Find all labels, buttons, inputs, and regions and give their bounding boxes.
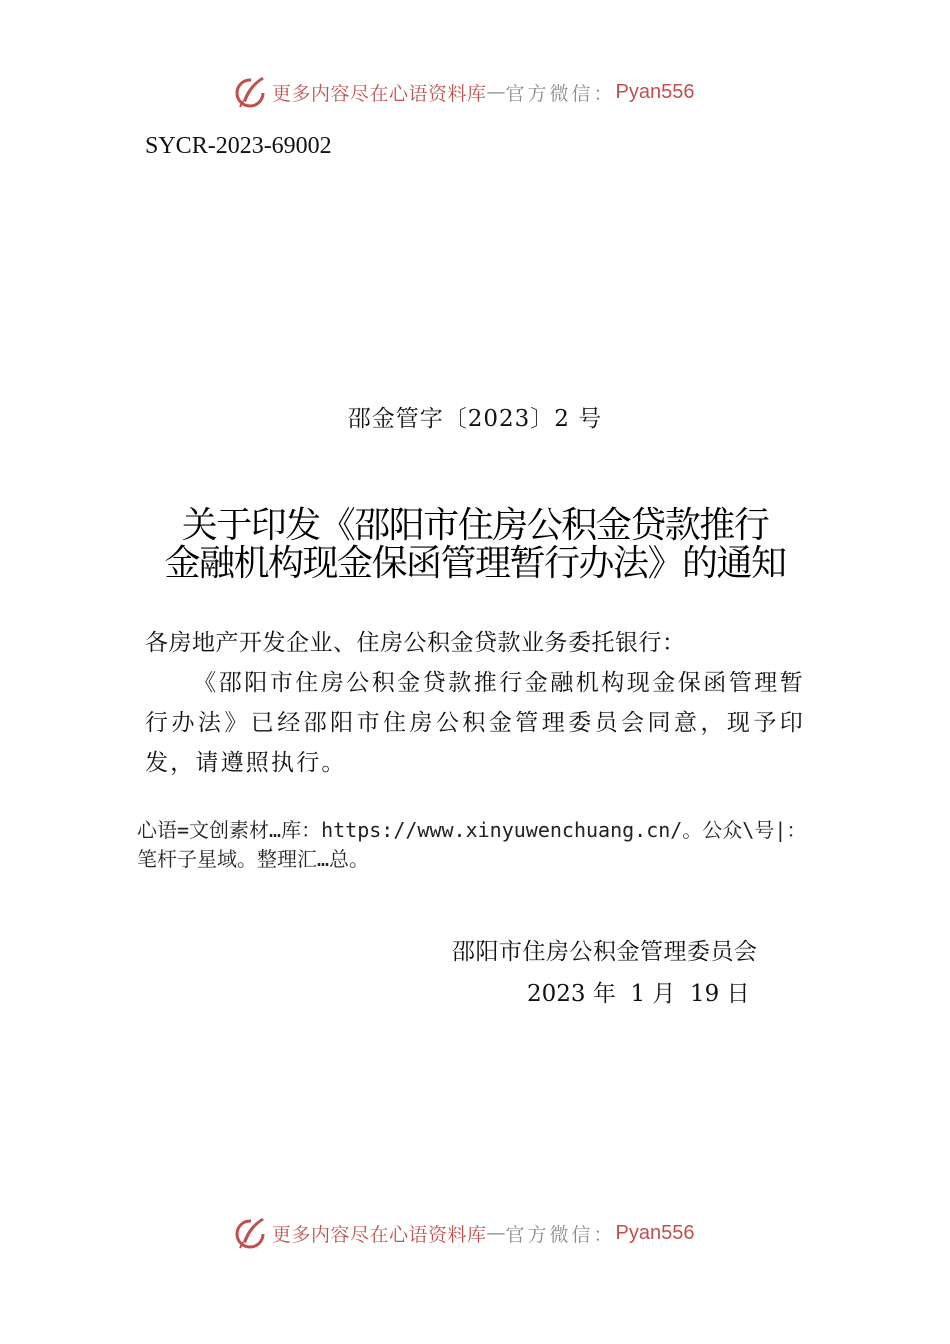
watermark-label: 官方微信： [505,1223,616,1246]
watermark-banner-bottom [232,1213,695,1253]
issue-date: 2023 年 1 月 19 日 [527,981,750,1007]
watermark-label: 官方微信： [505,82,616,105]
document-title-line-2: 金融机构现金保函管理暂行办法》的通知 [164,543,786,584]
document-number: 邵金管字〔2023〕2 号 [347,406,603,432]
watermark-text: 更多内容尽在心语资料库 [272,1223,487,1246]
watermark-wechat-id: Pyan556 [615,80,695,103]
watermark-banner-top [232,72,695,112]
watermark-wechat-id: Pyan556 [615,1221,695,1244]
inserted-promo-note: 心语=文创素材…库：https://www.xinyuwenchuang.cn/。公众\号|：笔杆子星域。整理汇…总。 [137,818,807,871]
quill-logo-icon [232,1215,268,1251]
document-title-line-1: 关于印发《邵阳市住房公积金贷款推行 [181,505,769,546]
watermark-text: 更多内容尽在心语资料库 [272,82,487,105]
watermark-separator: — [486,1222,506,1244]
issuer-signature: 邵阳市住房公积金管理委员会 [452,939,758,965]
body-paragraph: 《邵阳市住房公积金贷款推行金融机构现金保函管理暂行办法》已经邵阳市住房公积金管理委员会同意，现予印发，请遵照执行。 [145,670,805,776]
document-title [0,507,950,583]
watermark-separator: — [486,81,506,103]
quill-logo-icon [232,74,268,110]
salutation: 各房地产开发企业、住房公积金贷款业务委托银行： [145,630,686,656]
document-code: SYCR-2023-69002 [145,133,332,159]
